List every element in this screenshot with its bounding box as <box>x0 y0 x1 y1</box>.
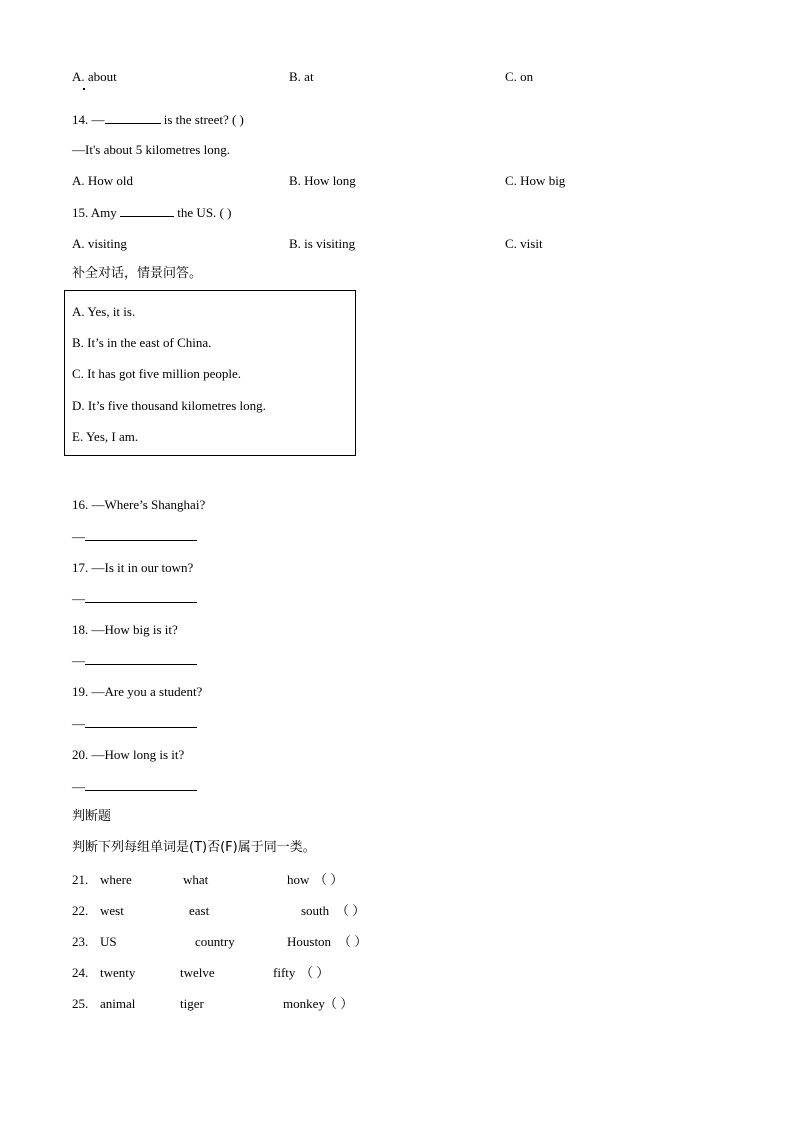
answer-dash: — <box>72 653 85 668</box>
answer-blank <box>85 652 197 665</box>
q14-stem-rest: is the street? ( ) <box>160 112 244 127</box>
q15-blank <box>120 204 174 217</box>
q19-answer-line <box>72 715 197 732</box>
q22-word-1: west <box>100 903 124 918</box>
q15-option-c: C. visit <box>505 236 543 251</box>
q24-word-1: twenty <box>100 965 136 980</box>
answer-dash: — <box>72 716 85 731</box>
choice-b: B. It’s in the east of China. <box>72 335 212 350</box>
q15-stem-rest: the US. ( ) <box>174 205 232 220</box>
q17-answer-line <box>72 590 197 607</box>
q25-word-2: tiger <box>180 996 204 1011</box>
q25-answer-paren: （ ） <box>324 996 354 1011</box>
q24-word-3: fifty <box>273 965 296 980</box>
judge-instruction: 判断下列每组单词是(T)否(F)属于同一类。 <box>72 840 316 855</box>
q14-stem <box>72 111 244 128</box>
q21-answer-paren: （ ） <box>314 872 344 887</box>
q19-question: 19. —Are you a student? <box>72 684 203 699</box>
judge-section-title: 判断题 <box>72 809 112 824</box>
q16-question: 16. —Where’s Shanghai? <box>72 497 206 512</box>
stray-mark <box>83 88 85 90</box>
q14-blank <box>105 111 161 124</box>
q22-number: 22. <box>72 903 89 918</box>
q23-answer-paren: （ ） <box>338 934 368 949</box>
answer-dash: — <box>72 591 85 606</box>
q21-word-1: where <box>100 872 132 887</box>
q16-answer-line <box>72 528 197 545</box>
q23-word-3: Houston <box>287 934 332 949</box>
choice-a: A. Yes, it is. <box>72 304 136 319</box>
q20-question: 20. —How long is it? <box>72 747 185 762</box>
q13-option-a: A. about <box>72 69 117 84</box>
q14-option-b: B. How long <box>289 173 356 188</box>
choice-d: D. It’s five thousand kilometres long. <box>72 398 266 413</box>
dialog-section-title: 补全对话，情景问答。 <box>72 266 203 281</box>
q21-number: 21. <box>72 872 89 887</box>
q24-number: 24. <box>72 965 89 980</box>
q15-option-a: A. visiting <box>72 236 127 251</box>
q15-option-b: B. is visiting <box>289 236 356 251</box>
q25-number: 25. <box>72 996 89 1011</box>
choice-c: C. It has got five million people. <box>72 366 241 381</box>
q24-answer-paren: （ ） <box>300 965 330 980</box>
q20-answer-line <box>72 778 197 795</box>
q23-number: 23. <box>72 934 89 949</box>
answer-blank <box>85 528 197 541</box>
q14-stem-number: 14. — <box>72 112 105 127</box>
q13-option-b: B. at <box>289 69 314 84</box>
answer-blank <box>85 715 197 728</box>
q14-option-c: C. How big <box>505 173 566 188</box>
q23-word-1: US <box>100 934 117 949</box>
q13-option-c: C. on <box>505 69 534 84</box>
q14-reply: —It's about 5 kilometres long. <box>72 142 230 157</box>
q24-word-2: twelve <box>180 965 215 980</box>
q21-word-2: what <box>183 872 209 887</box>
answer-dash: — <box>72 779 85 794</box>
q18-answer-line <box>72 652 197 669</box>
q25-word-3: monkey <box>283 996 325 1011</box>
answer-dash: — <box>72 529 85 544</box>
q22-answer-paren: （ ） <box>336 903 366 918</box>
q18-question: 18. —How big is it? <box>72 622 178 637</box>
q23-word-2: country <box>195 934 235 949</box>
q25-word-1: animal <box>100 996 136 1011</box>
answer-blank <box>85 590 197 603</box>
q21-word-3: how <box>287 872 310 887</box>
q22-word-2: east <box>189 903 210 918</box>
q22-word-3: south <box>301 903 330 918</box>
q15-stem <box>72 204 231 221</box>
q15-stem-start: 15. Amy <box>72 205 121 220</box>
q17-question: 17. —Is it in our town? <box>72 560 194 575</box>
q14-option-a: A. How old <box>72 173 134 188</box>
choice-e: E. Yes, I am. <box>72 429 139 444</box>
answer-blank <box>85 778 197 791</box>
